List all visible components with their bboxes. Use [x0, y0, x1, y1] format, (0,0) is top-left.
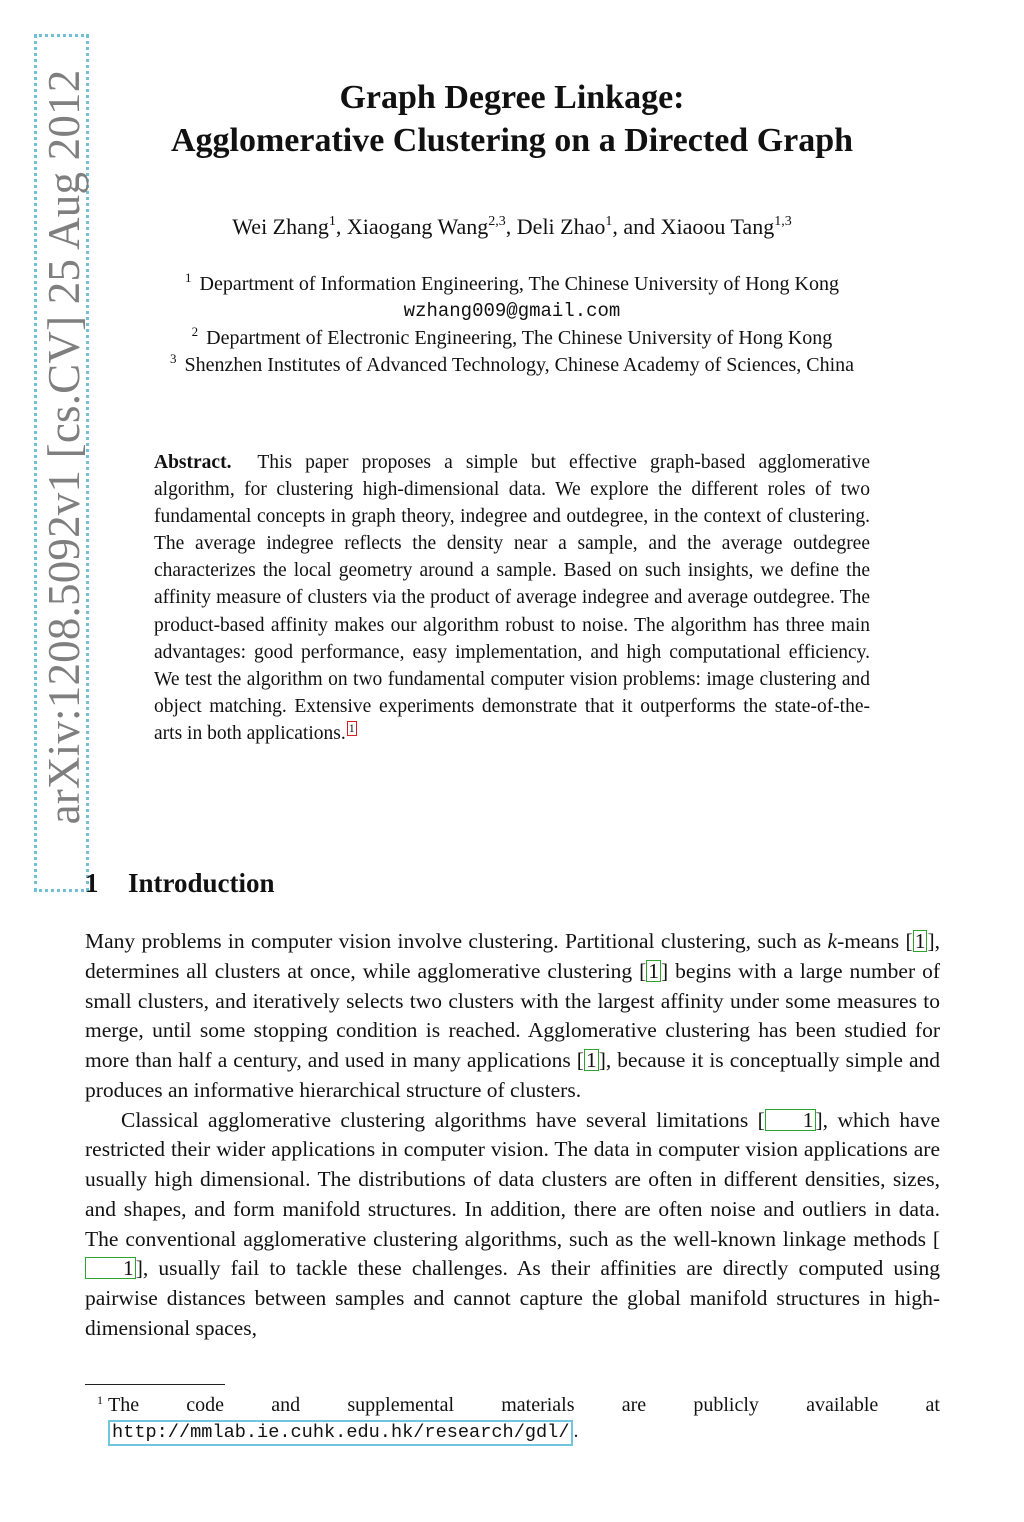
- affiliation-text: Department of Information Engineering, The Chinese University of Hong Kong: [199, 273, 839, 295]
- footnote-word: at: [925, 1394, 940, 1416]
- citation-link[interactable]: 1: [648, 958, 660, 983]
- affiliation-1: [0, 271, 1024, 297]
- author-affiliation-mark: 1: [328, 214, 336, 229]
- footnote-word: materials: [501, 1394, 575, 1416]
- arxiv-stamp[interactable]: arXiv:1208.5092v1 [cs.CV] 25 Aug 2012: [39, 69, 89, 825]
- author-separator: ,: [335, 214, 347, 239]
- affiliation-3: [0, 352, 1024, 378]
- section-heading: [85, 865, 275, 901]
- author-separator: , and: [612, 214, 661, 239]
- paragraph-text: ], because it is conceptually simple and produces an informative hierarchical structure of clusters.: [85, 1048, 940, 1102]
- math-variable: k: [827, 929, 838, 953]
- footnote-end: .: [573, 1420, 579, 1442]
- footnote-divider: [85, 1384, 225, 1385]
- paragraph: [85, 1106, 940, 1344]
- section-title: Introduction: [128, 868, 275, 898]
- author-name: Xiaoou Tang: [660, 214, 775, 239]
- abstract-text: This paper proposes a simple but effective graph-based agglomerative algorithm, for clustering high-dimensional data. We explore the different roles of two fundamental concepts in graph theory, indegree and outdegree, in the context of clustering. The average indegree reflects the density near a sample, and the average outdegree characterizes the local geometry around a sample. Based on such insights, we define the affinity measure of clusters via the product of average indegree and average outdegree. The product-based affinity makes our algorithm robust to noise. The algorithm has three main advantages: good performance, easy implementation, and high computational efficiency. We test the algorithm on two fundamental computer vision problems: image clustering and object matching. Extensive experiments demonstrate that it outperforms the state-of-the-arts in both applications.: [154, 452, 870, 744]
- author-affiliation-mark: 1,3: [774, 214, 792, 229]
- introduction-body: [85, 927, 940, 1344]
- affiliation-number: 1: [185, 270, 192, 285]
- footnote-word: and: [271, 1394, 301, 1416]
- footnote-url-line: [85, 1418, 940, 1446]
- footnote: [85, 1392, 940, 1446]
- footnote-url-link[interactable]: http://mmlab.ie.cuhk.edu.hk/research/gdl/: [108, 1420, 573, 1446]
- paragraph-text: -means [: [837, 929, 913, 953]
- affiliation-text: Department of Electronic Engineering, The Chinese University of Hong Kong: [206, 327, 833, 349]
- citation-link[interactable]: 1: [585, 1048, 597, 1072]
- footnote-number: 1: [97, 1393, 103, 1407]
- author-list: [0, 212, 1024, 242]
- author-name: Xiaogang Wang: [346, 214, 489, 239]
- paragraph: [85, 927, 940, 1106]
- author-name: Wei Zhang: [232, 214, 329, 239]
- citation-link[interactable]: 1: [85, 1257, 136, 1279]
- footnote-word: are: [621, 1394, 647, 1416]
- paragraph-text: Classical agglomerative clustering algorithms have several limitations [: [121, 1107, 765, 1132]
- paper-title-line-2: Agglomerative Clustering on a Directed Graph: [170, 122, 854, 159]
- footnote-word: code: [186, 1394, 225, 1416]
- paragraph-text: ], usually fail to tackle these challenges. As their affinities are directly computed using pairwise distances between samples and cannot capture the global manifold structures in high-dimensional spaces,: [85, 1256, 940, 1340]
- abstract: [154, 449, 870, 747]
- footnote-link[interactable]: 1: [348, 720, 355, 735]
- citation-link[interactable]: 1: [914, 929, 926, 953]
- affiliation-2: [0, 325, 1024, 351]
- author-separator: ,: [505, 214, 517, 239]
- author-name: Deli Zhao: [516, 214, 606, 239]
- paper-title-line-1: Graph Degree Linkage:: [339, 79, 685, 116]
- citation-link[interactable]: 1: [765, 1109, 816, 1131]
- affiliation-number: 3: [169, 351, 177, 366]
- footnote-word: The: [108, 1394, 140, 1416]
- footnote-word: available: [806, 1394, 879, 1416]
- paragraph-text: Many problems in computer vision involve clustering. Partitional clustering, such as: [85, 929, 828, 953]
- paragraph-text: ], which have restricted their wider applications in computer vision. The data in computer vision applications are usually high dimensional. The distributions of data clusters are often in different densities, sizes, and shapes, and form manifold structures. In addition, there are often noise and outliers in data. The conventional agglomerative clustering algorithms, such as the well-known linkage methods [: [85, 1107, 940, 1251]
- affiliation-text: Shenzhen Institutes of Advanced Technology, Chinese Academy of Sciences, China: [184, 354, 855, 376]
- author-affiliation-mark: 1: [605, 214, 613, 229]
- paragraph-text: ], determines all clusters at once, while agglomerative clustering [: [85, 929, 940, 983]
- footnote-word: publicly: [693, 1394, 759, 1416]
- section-number: 1: [85, 868, 99, 898]
- paragraph-text: ] begins with a large number of small clusters, and iteratively selects two clusters with the largest affinity under some measures to merge, until some stopping condition is reached. Agglomerative clustering has been studied for more than half a century, and used in many applications [: [85, 958, 940, 1072]
- abstract-label: Abstract.: [154, 452, 232, 473]
- author-affiliation-mark: 2,3: [488, 214, 506, 229]
- affiliation-number: 2: [191, 324, 199, 339]
- footnote-line: [85, 1392, 940, 1418]
- author-email[interactable]: wzhang009@gmail.com: [403, 300, 621, 322]
- footnote-word: supplemental: [347, 1394, 454, 1416]
